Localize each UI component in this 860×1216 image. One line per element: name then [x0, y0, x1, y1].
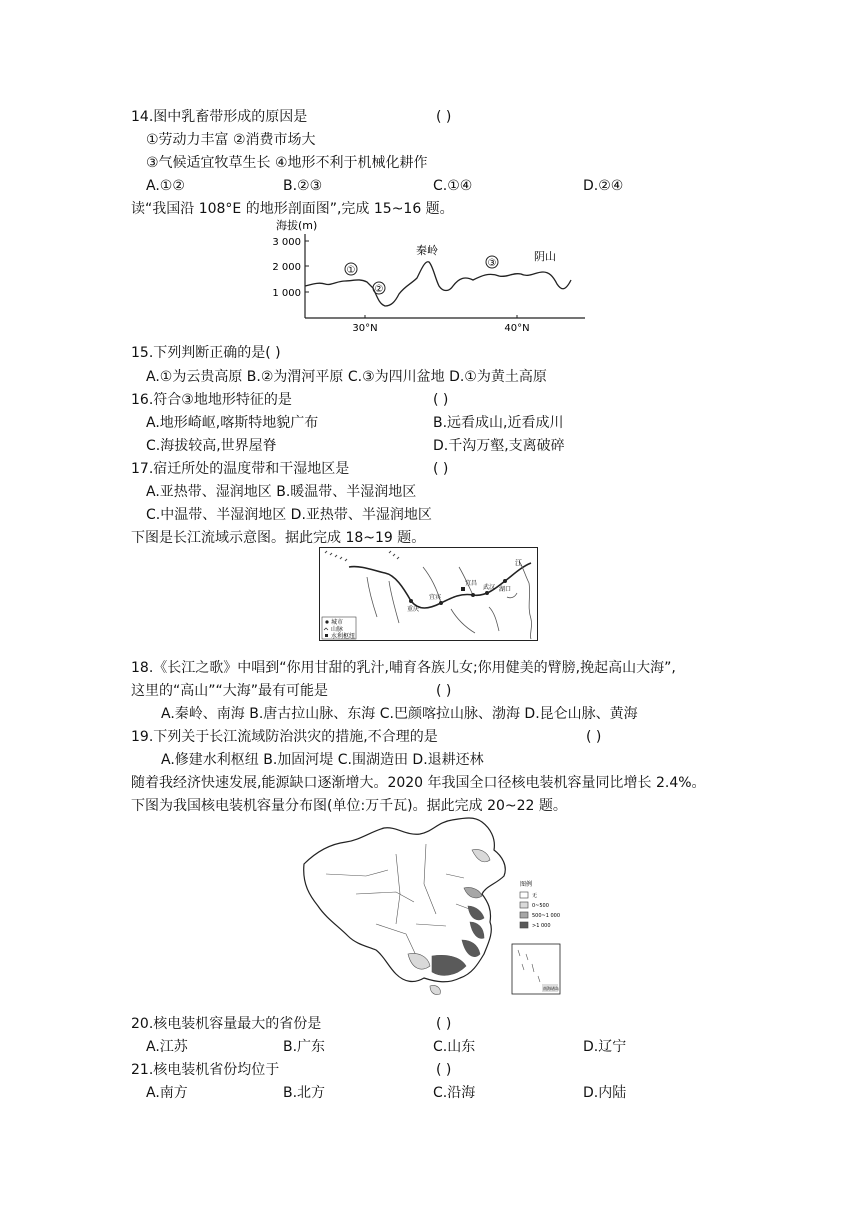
- china-outline: [304, 818, 506, 982]
- y-tick-2000: 2 000: [272, 262, 301, 273]
- q14-option-d: D.②④: [583, 178, 624, 194]
- city-marker: [471, 593, 475, 597]
- yangtze-basin-map: [319, 547, 538, 641]
- q15-stem: 15.下列判断正确的是( ): [131, 345, 281, 361]
- q16-option-b: B.远看成山,近看成川: [433, 415, 564, 431]
- q14-stem: 14.图中乳畜带形成的原因是: [131, 109, 308, 125]
- legend-city-icon: [325, 620, 328, 623]
- q17-stem: 17.宿迁所处的温度带和干湿地区是: [131, 461, 350, 477]
- place-label: 宜宾: [429, 594, 442, 601]
- q20-stem: 20.核电装机容量最大的省份是: [131, 1016, 322, 1032]
- q20-option-d: D.辽宁: [583, 1039, 627, 1055]
- marker-1: ①: [346, 265, 356, 276]
- legend-city: 城市: [331, 619, 344, 626]
- q20-option-b: B.广东: [283, 1039, 326, 1055]
- q17-answer-paren: ( ): [433, 461, 449, 477]
- q19-answer-paren: ( ): [586, 729, 602, 745]
- legend-swatch-mid: [520, 912, 528, 918]
- y-tick-3000: 3 000: [272, 237, 301, 248]
- q18-stem-line-1: 18.《长江之歌》中唱到“你用甘甜的乳汁,哺育各族儿女;你用健美的臂膀,挽起高山大海”,: [131, 660, 676, 676]
- city-marker: [485, 591, 489, 595]
- q14-answer-paren: ( ): [436, 109, 452, 125]
- q21-option-c: C.沿海: [433, 1085, 476, 1101]
- city-marker: [503, 579, 507, 583]
- inset-label: 南海诸岛: [543, 986, 559, 991]
- legend-swatch-high: [520, 922, 528, 928]
- q17-options-row-2: C.中温带、半湿润地区 D.亚热带、半湿润地区: [146, 507, 432, 523]
- q16-answer-paren: ( ): [433, 392, 449, 408]
- legend-label-low: 0~500: [532, 903, 549, 909]
- x-tick-40n: 40°N: [504, 323, 530, 334]
- q20-answer-paren: ( ): [436, 1016, 452, 1032]
- legend-label-none: 无: [532, 893, 538, 899]
- q21-stem: 21.核电装机省份均位于: [131, 1062, 280, 1078]
- place-label: 湖口: [499, 586, 512, 593]
- q21-option-a: A.南方: [146, 1085, 188, 1101]
- q15-options: A.①为云贵高原 B.②为渭河平原 C.③为四川盆地 D.①为黄土高原: [146, 369, 547, 385]
- dam-marker: [461, 587, 465, 591]
- q16-option-a: A.地形崎岖,喀斯特地貌广布: [146, 415, 319, 431]
- q18-answer-paren: ( ): [436, 683, 452, 699]
- q14-item-1: ①劳动力丰富 ②消费市场大: [146, 132, 316, 148]
- place-label: 江: [515, 559, 522, 567]
- q19-options: A.修建水利枢纽 B.加固河堤 C.围湖造田 D.退耕还林: [161, 752, 484, 768]
- q16-stem: 16.符合③地地形特征的是: [131, 392, 292, 408]
- y-tick-1000: 1 000: [272, 288, 301, 299]
- q19-stem: 19.下列关于长江流域防治洪灾的措施,不合理的是: [131, 729, 438, 745]
- q20-option-c: C.山东: [433, 1039, 476, 1055]
- q14-option-b: B.②③: [283, 178, 323, 194]
- q18-stem-line-2: 这里的“高山”“大海”最有可能是: [131, 683, 329, 699]
- marker-3: ③: [487, 258, 497, 269]
- terrain-profile-figure: [255, 218, 590, 335]
- q14-option-c: C.①④: [433, 178, 473, 194]
- x-tick-30n: 30°N: [352, 323, 378, 334]
- q16-option-d: D.千沟万壑,支离破碎: [433, 438, 565, 454]
- intro-20-22-line-2: 下图为我国核电装机容量分布图(单位:万千瓦)。据此完成 20~22 题。: [131, 798, 567, 814]
- legend-title: 图例: [520, 881, 533, 888]
- legend-swatch-low: [520, 902, 528, 908]
- q21-option-b: B.北方: [283, 1085, 326, 1101]
- intro-18-19: 下图是长江流域示意图。据此完成 18~19 题。: [131, 530, 426, 546]
- label-yinshan: 阴山: [534, 250, 556, 263]
- intro-20-22-line-1: 随着我经济快速发展,能源缺口逐渐增大。2020 年我国全口径核电装机容量同比增长 2.4%。: [131, 775, 706, 791]
- legend-swatch-none: [520, 892, 528, 898]
- profile-y-label: 海拔(m): [276, 219, 318, 232]
- q20-option-a: A.江苏: [146, 1039, 188, 1055]
- china-nuclear-capacity-map: [296, 814, 566, 1010]
- q17-options-row-1: A.亚热带、湿润地区 B.暖温带、半湿润地区: [146, 484, 417, 500]
- place-label: 宜昌: [465, 580, 478, 587]
- q21-answer-paren: ( ): [436, 1062, 452, 1078]
- city-marker: [439, 601, 443, 605]
- city-marker: [409, 599, 413, 603]
- legend-dam: 水利枢纽: [331, 633, 356, 640]
- province-hainan: [430, 985, 440, 994]
- legend-mountain: 山脉: [331, 626, 344, 633]
- q14-item-2: ③气候适宜牧草生长 ④地形不利于机械化耕作: [146, 155, 428, 171]
- legend-dam-icon: [325, 634, 328, 637]
- q14-option-a: A.①②: [146, 178, 185, 194]
- q21-option-d: D.内陆: [583, 1085, 627, 1101]
- intro-15-16: 读“我国沿 108°E 的地形剖面图”,完成 15~16 题。: [131, 201, 454, 217]
- q18-options: A.秦岭、南海 B.唐古拉山脉、东海 C.巴颜喀拉山脉、渤海 D.昆仑山脉、黄海: [161, 706, 638, 722]
- legend-label-high: >1 000: [532, 923, 551, 929]
- marker-2: ②: [374, 284, 384, 295]
- place-label: 重庆: [407, 606, 420, 613]
- legend-label-mid: 500~1 000: [532, 913, 561, 919]
- label-qinling: 秦岭: [416, 244, 438, 257]
- q16-option-c: C.海拔较高,世界屋脊: [146, 438, 277, 454]
- place-label: 武汉: [483, 584, 496, 591]
